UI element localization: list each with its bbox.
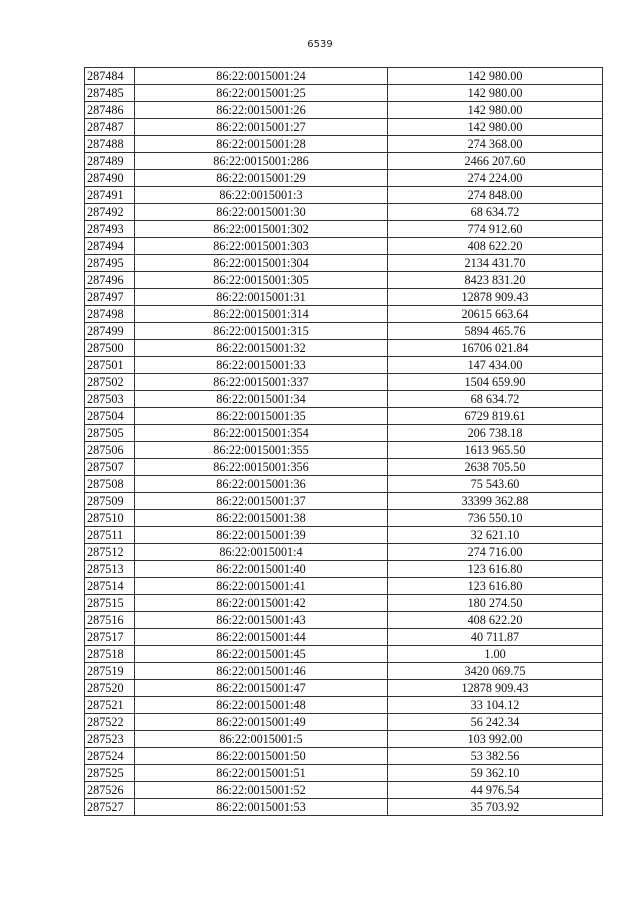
table-row (85, 510, 603, 527)
cadastral-number: 86:22:0015001:32 (135, 340, 388, 357)
row-number: 287501 (85, 357, 135, 374)
cadastral-value: 180 274.50 (388, 595, 603, 612)
table-row (85, 561, 603, 578)
cadastral-number: 86:22:0015001:43 (135, 612, 388, 629)
row-number: 287511 (85, 527, 135, 544)
cadastral-value: 33399 362.88 (388, 493, 603, 510)
table-row (85, 680, 603, 697)
cadastral-value: 35 703.92 (388, 799, 603, 816)
cadastral-value: 59 362.10 (388, 765, 603, 782)
cadastral-number: 86:22:0015001:29 (135, 170, 388, 187)
row-number: 287521 (85, 697, 135, 714)
cadastral-number: 86:22:0015001:40 (135, 561, 388, 578)
table-row (85, 527, 603, 544)
cadastral-value: 123 616.80 (388, 578, 603, 595)
cadastral-number: 86:22:0015001:46 (135, 663, 388, 680)
table-row (85, 204, 603, 221)
cadastral-number: 86:22:0015001:354 (135, 425, 388, 442)
cadastral-value: 274 368.00 (388, 136, 603, 153)
table-row (85, 663, 603, 680)
row-number: 287520 (85, 680, 135, 697)
cadastral-number: 86:22:0015001:33 (135, 357, 388, 374)
row-number: 287508 (85, 476, 135, 493)
cadastral-number: 86:22:0015001:337 (135, 374, 388, 391)
cadastral-number: 86:22:0015001:30 (135, 204, 388, 221)
table-row (85, 459, 603, 476)
row-number: 287507 (85, 459, 135, 476)
row-number: 287495 (85, 255, 135, 272)
cadastral-value: 274 716.00 (388, 544, 603, 561)
row-number: 287486 (85, 102, 135, 119)
table-row (85, 306, 603, 323)
table-row (85, 731, 603, 748)
cadastral-number: 86:22:0015001:52 (135, 782, 388, 799)
cadastral-number: 86:22:0015001:356 (135, 459, 388, 476)
row-number: 287513 (85, 561, 135, 578)
row-number: 287494 (85, 238, 135, 255)
cadastral-number: 86:22:0015001:25 (135, 85, 388, 102)
cadastral-number: 86:22:0015001:304 (135, 255, 388, 272)
row-number: 287510 (85, 510, 135, 527)
row-number: 287503 (85, 391, 135, 408)
row-number: 287516 (85, 612, 135, 629)
table-row (85, 612, 603, 629)
cadastral-number: 86:22:0015001:38 (135, 510, 388, 527)
row-number: 287492 (85, 204, 135, 221)
row-number: 287504 (85, 408, 135, 425)
row-number: 287497 (85, 289, 135, 306)
cadastral-number: 86:22:0015001:51 (135, 765, 388, 782)
cadastral-value: 408 622.20 (388, 238, 603, 255)
cadastral-number: 86:22:0015001:315 (135, 323, 388, 340)
cadastral-value: 16706 021.84 (388, 340, 603, 357)
table-row (85, 578, 603, 595)
table-row (85, 765, 603, 782)
table-row (85, 340, 603, 357)
cadastral-value: 32 621.10 (388, 527, 603, 544)
row-number: 287512 (85, 544, 135, 561)
table-row (85, 374, 603, 391)
cadastral-value: 2638 705.50 (388, 459, 603, 476)
cadastral-number: 86:22:0015001:42 (135, 595, 388, 612)
cadastral-value: 123 616.80 (388, 561, 603, 578)
cadastral-number: 86:22:0015001:44 (135, 629, 388, 646)
cadastral-value: 2466 207.60 (388, 153, 603, 170)
row-number: 287484 (85, 68, 135, 85)
cadastral-value: 12878 909.43 (388, 289, 603, 306)
cadastral-value: 103 992.00 (388, 731, 603, 748)
row-number: 287515 (85, 595, 135, 612)
cadastral-value: 274 848.00 (388, 187, 603, 204)
cadastral-value: 20615 663.64 (388, 306, 603, 323)
cadastral-number: 86:22:0015001:5 (135, 731, 388, 748)
table-row (85, 85, 603, 102)
cadastral-number: 86:22:0015001:45 (135, 646, 388, 663)
table-row (85, 221, 603, 238)
cadastral-value: 68 634.72 (388, 391, 603, 408)
table-row (85, 272, 603, 289)
table-row (85, 442, 603, 459)
row-number: 287502 (85, 374, 135, 391)
cadastral-number: 86:22:0015001:36 (135, 476, 388, 493)
cadastral-number: 86:22:0015001:355 (135, 442, 388, 459)
row-number: 287499 (85, 323, 135, 340)
cadastral-value: 33 104.12 (388, 697, 603, 714)
cadastral-number: 86:22:0015001:28 (135, 136, 388, 153)
table-row (85, 289, 603, 306)
registry-table-body (85, 68, 603, 816)
row-number: 287525 (85, 765, 135, 782)
table-row (85, 238, 603, 255)
cadastral-value: 5894 465.76 (388, 323, 603, 340)
row-number: 287509 (85, 493, 135, 510)
registry-table (84, 67, 603, 816)
table-row (85, 119, 603, 136)
row-number: 287500 (85, 340, 135, 357)
table-row (85, 748, 603, 765)
row-number: 287506 (85, 442, 135, 459)
cadastral-number: 86:22:0015001:53 (135, 799, 388, 816)
table-row (85, 391, 603, 408)
cadastral-value: 274 224.00 (388, 170, 603, 187)
table-row (85, 544, 603, 561)
table-row (85, 629, 603, 646)
cadastral-number: 86:22:0015001:305 (135, 272, 388, 289)
table-row (85, 646, 603, 663)
row-number: 287526 (85, 782, 135, 799)
cadastral-number: 86:22:0015001:50 (135, 748, 388, 765)
row-number: 287485 (85, 85, 135, 102)
cadastral-value: 142 980.00 (388, 85, 603, 102)
table-row (85, 187, 603, 204)
table-row (85, 493, 603, 510)
cadastral-value: 1504 659.90 (388, 374, 603, 391)
cadastral-value: 142 980.00 (388, 68, 603, 85)
cadastral-number: 86:22:0015001:39 (135, 527, 388, 544)
row-number: 287496 (85, 272, 135, 289)
cadastral-number: 86:22:0015001:31 (135, 289, 388, 306)
cadastral-number: 86:22:0015001:35 (135, 408, 388, 425)
row-number: 287488 (85, 136, 135, 153)
table-row (85, 595, 603, 612)
row-number: 287519 (85, 663, 135, 680)
row-number: 287487 (85, 119, 135, 136)
cadastral-number: 86:22:0015001:34 (135, 391, 388, 408)
cadastral-value: 6729 819.61 (388, 408, 603, 425)
cadastral-value: 56 242.34 (388, 714, 603, 731)
table-row (85, 136, 603, 153)
cadastral-value: 75 543.60 (388, 476, 603, 493)
cadastral-number: 86:22:0015001:303 (135, 238, 388, 255)
table-row (85, 170, 603, 187)
table-row (85, 357, 603, 374)
table-row (85, 153, 603, 170)
table-row (85, 408, 603, 425)
cadastral-number: 86:22:0015001:37 (135, 493, 388, 510)
row-number: 287498 (85, 306, 135, 323)
cadastral-value: 408 622.20 (388, 612, 603, 629)
cadastral-value: 736 550.10 (388, 510, 603, 527)
cadastral-value: 44 976.54 (388, 782, 603, 799)
table-row (85, 799, 603, 816)
cadastral-value: 40 711.87 (388, 629, 603, 646)
cadastral-number: 86:22:0015001:41 (135, 578, 388, 595)
cadastral-value: 12878 909.43 (388, 680, 603, 697)
cadastral-number: 86:22:0015001:26 (135, 102, 388, 119)
row-number: 287489 (85, 153, 135, 170)
cadastral-value: 206 738.18 (388, 425, 603, 442)
cadastral-number: 86:22:0015001:286 (135, 153, 388, 170)
cadastral-number: 86:22:0015001:48 (135, 697, 388, 714)
cadastral-value: 1.00 (388, 646, 603, 663)
row-number: 287517 (85, 629, 135, 646)
table-row (85, 476, 603, 493)
row-number: 287527 (85, 799, 135, 816)
row-number: 287493 (85, 221, 135, 238)
table-row (85, 323, 603, 340)
cadastral-number: 86:22:0015001:314 (135, 306, 388, 323)
row-number: 287491 (85, 187, 135, 204)
cadastral-value: 8423 831.20 (388, 272, 603, 289)
cadastral-value: 774 912.60 (388, 221, 603, 238)
cadastral-number: 86:22:0015001:49 (135, 714, 388, 731)
cadastral-value: 147 434.00 (388, 357, 603, 374)
table-row (85, 102, 603, 119)
cadastral-number: 86:22:0015001:27 (135, 119, 388, 136)
row-number: 287490 (85, 170, 135, 187)
row-number: 287523 (85, 731, 135, 748)
cadastral-value: 68 634.72 (388, 204, 603, 221)
cadastral-value: 3420 069.75 (388, 663, 603, 680)
table-row (85, 255, 603, 272)
cadastral-value: 2134 431.70 (388, 255, 603, 272)
row-number: 287524 (85, 748, 135, 765)
table-row (85, 782, 603, 799)
cadastral-value: 53 382.56 (388, 748, 603, 765)
row-number: 287505 (85, 425, 135, 442)
cadastral-number: 86:22:0015001:302 (135, 221, 388, 238)
row-number: 287514 (85, 578, 135, 595)
page-number: 6539 (307, 39, 333, 50)
table-row (85, 425, 603, 442)
cadastral-number: 86:22:0015001:24 (135, 68, 388, 85)
row-number: 287518 (85, 646, 135, 663)
table-row (85, 697, 603, 714)
cadastral-value: 142 980.00 (388, 102, 603, 119)
row-number: 287522 (85, 714, 135, 731)
table-row (85, 714, 603, 731)
cadastral-value: 142 980.00 (388, 119, 603, 136)
cadastral-number: 86:22:0015001:4 (135, 544, 388, 561)
cadastral-number: 86:22:0015001:3 (135, 187, 388, 204)
table-row (85, 68, 603, 85)
cadastral-number: 86:22:0015001:47 (135, 680, 388, 697)
cadastral-value: 1613 965.50 (388, 442, 603, 459)
